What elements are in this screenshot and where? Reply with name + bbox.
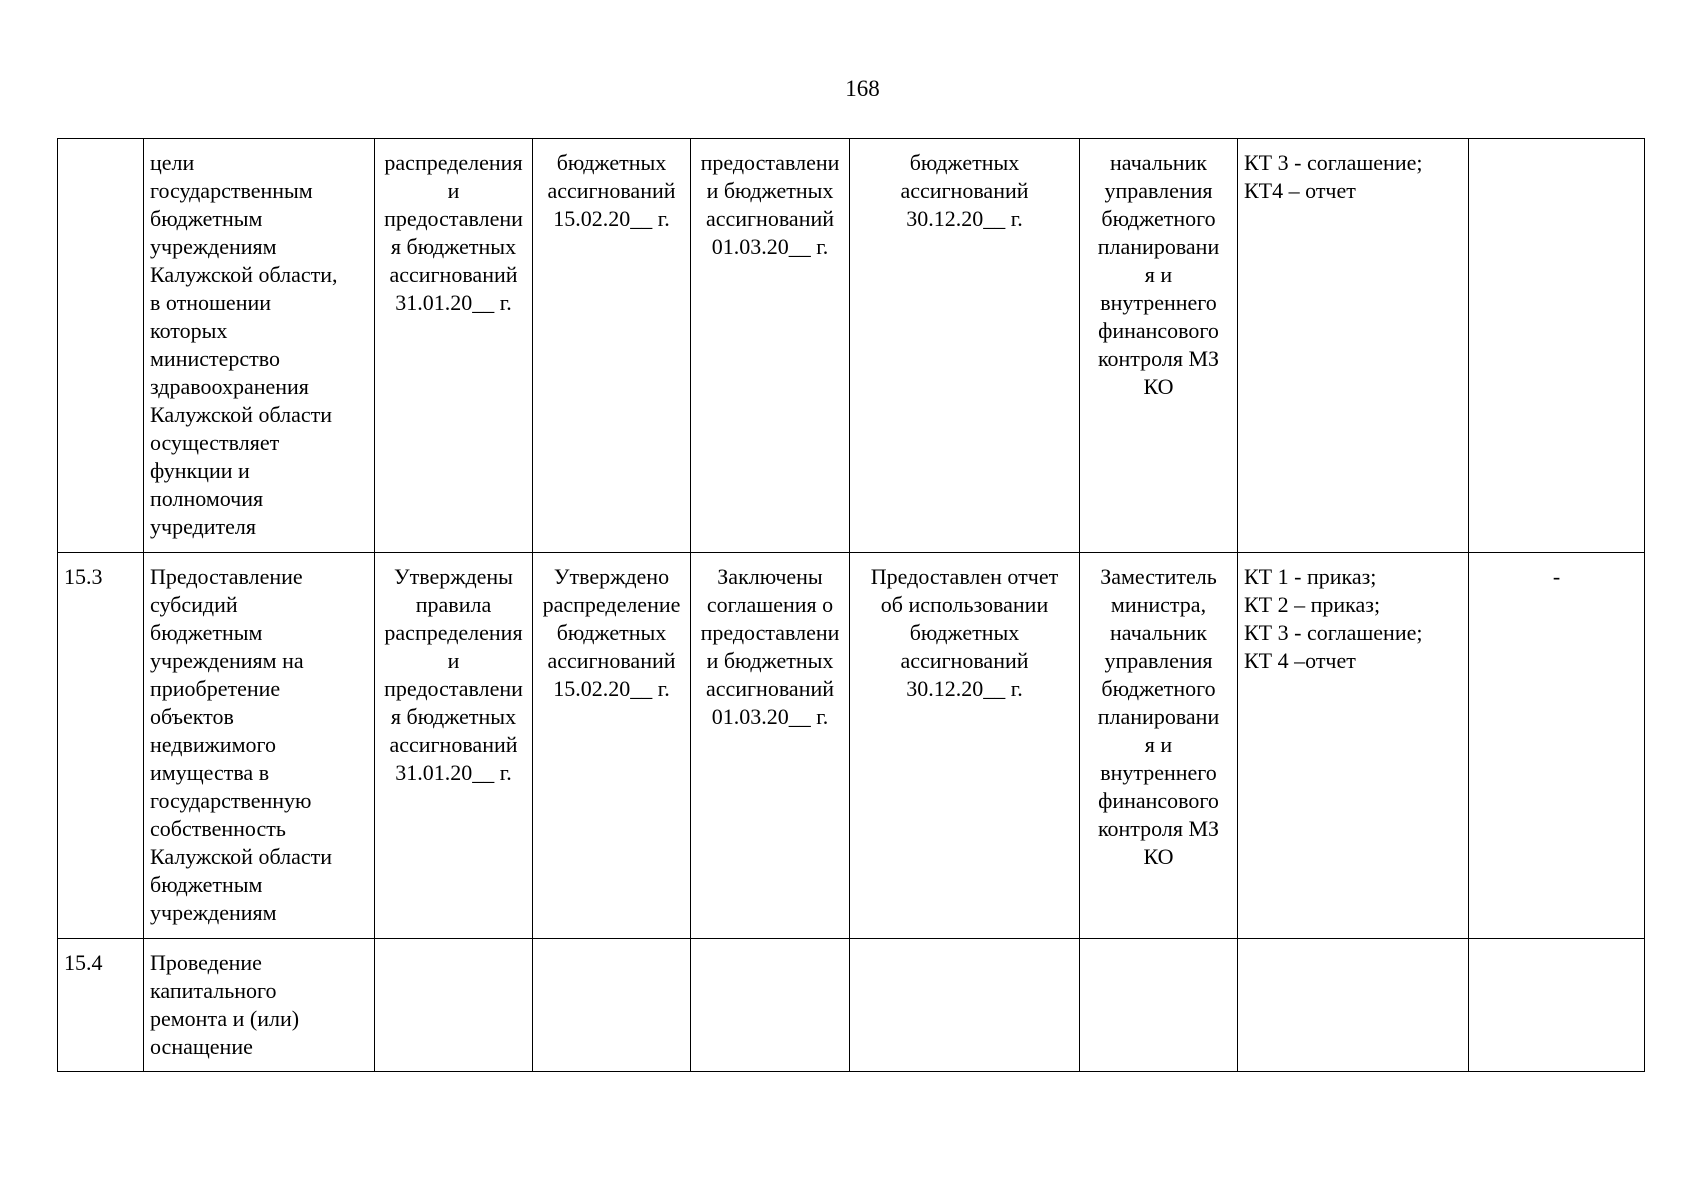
cell-text-line: предоставлени: [700, 150, 840, 175]
cell-text-line: Предоставление: [150, 564, 303, 589]
cell-text-line: ассигнований: [900, 178, 1029, 203]
cell-text-line: здравоохранения: [150, 374, 309, 399]
cell-text-line: предоставлени: [384, 206, 523, 231]
cell-text-line: Проведение: [150, 950, 262, 975]
cell-text-line: соглашения о: [706, 592, 834, 617]
description-cell: [144, 139, 375, 553]
cell-text-line: учреждениям: [150, 234, 277, 259]
notes-cell: [1469, 939, 1645, 1072]
stage-2-cell: [533, 139, 691, 553]
cell-text-line: ассигнований: [705, 676, 835, 701]
cell-text-line: контроля МЗ: [1097, 346, 1220, 371]
cell-text-line: КО: [1143, 844, 1174, 869]
cell-text-line: распределения: [384, 620, 523, 645]
cell-text-line: учреждениям на: [150, 648, 304, 673]
cell-text-line: финансового: [1098, 318, 1219, 343]
stage-3-cell: [691, 139, 850, 553]
cell-text-line: осуществляет: [150, 430, 280, 455]
notes-cell: [1469, 139, 1645, 553]
cell-text-line: бюджетным: [150, 872, 263, 897]
cell-text-line: в отношении: [150, 290, 272, 315]
cell-text-line: объектов: [150, 704, 234, 729]
cell-text-line: и: [447, 178, 460, 203]
stage-1-cell: [375, 939, 533, 1072]
stage-3-cell: [691, 939, 850, 1072]
cell-text-line: бюджетных: [556, 620, 667, 645]
cell-text-line: бюджетных: [909, 150, 1020, 175]
description-cell: [144, 553, 375, 939]
row-number-cell: 15.4: [58, 939, 144, 1072]
cell-text-line: КТ4 – отчет: [1244, 178, 1356, 203]
cell-text-line: бюджетного: [1101, 676, 1216, 701]
cell-text-line: 30.12.20__ г.: [906, 206, 1023, 231]
cell-text-line: бюджетным: [150, 620, 263, 645]
cell-text-line: я бюджетных: [390, 704, 517, 729]
cell-text-line: 01.03.20__ г.: [711, 704, 829, 729]
cell-text-line: субсидий: [150, 592, 238, 617]
cell-text-line: ассигнований: [900, 648, 1029, 673]
table-row: [58, 553, 1645, 939]
cell-text-line: КО: [1143, 374, 1174, 399]
stage-4-cell: [850, 139, 1080, 553]
cell-text-line: я и: [1144, 262, 1173, 287]
cell-text-line: Калужской области,: [150, 262, 338, 287]
cell-text-line: распределения: [384, 150, 523, 175]
cell-text-line: внутреннего: [1100, 290, 1217, 315]
cell-text-line: предоставлени: [700, 620, 840, 645]
cell-text-line: капитального: [150, 978, 277, 1003]
responsible-cell: [1080, 939, 1238, 1072]
cell-text-line: ассигнований: [389, 732, 518, 757]
cell-text-line: контроля МЗ: [1097, 816, 1220, 841]
cell-text-line: ассигнований: [547, 178, 676, 203]
notes-cell: -: [1469, 553, 1645, 939]
stage-2-cell: [533, 939, 691, 1072]
page-number: 168: [845, 76, 880, 101]
cell-text-line: цели: [150, 150, 195, 175]
cell-text-line: имущества в: [150, 760, 270, 785]
stage-2-cell: [533, 553, 691, 939]
cell-text-line: начальник: [1110, 620, 1207, 645]
row-number-cell: 15.3: [58, 553, 144, 939]
cell-text-line: полномочия: [150, 486, 264, 511]
cell-text-line: я и: [1144, 732, 1173, 757]
cell-text-line: об использовании: [880, 592, 1049, 617]
cell-text-line: приобретение: [150, 676, 281, 701]
cell-text-line: распределение: [542, 592, 681, 617]
cell-text-line: бюджетным: [150, 206, 263, 231]
cell-text-line: я бюджетных: [390, 234, 517, 259]
cell-text-line: собственность: [150, 816, 286, 841]
cell-text-line: Калужской области: [150, 402, 332, 427]
cell-text-line: ассигнований: [705, 206, 835, 231]
cell-text-line: государственную: [150, 788, 312, 813]
cell-text-line: КТ 3 - соглашение;: [1244, 620, 1423, 645]
table-row: [58, 139, 1645, 553]
cell-text-line: 31.01.20__ г.: [395, 290, 512, 315]
cell-text-line: бюджетного: [1101, 206, 1216, 231]
cell-text-line: государственным: [150, 178, 313, 203]
cell-text-line: оснащение: [150, 1034, 253, 1059]
cell-text-line: Заключены: [717, 564, 823, 589]
stage-3-cell: [691, 553, 850, 939]
cell-text-line: бюджетных: [556, 150, 667, 175]
cell-text-line: управления: [1104, 178, 1213, 203]
responsible-cell: [1080, 139, 1238, 553]
cell-text-line: министерство: [150, 346, 281, 371]
stage-1-cell: [375, 139, 533, 553]
cell-text-line: 31.01.20__ г.: [395, 760, 512, 785]
cell-text-line: КТ 3 - соглашение;: [1244, 150, 1423, 175]
cell-text-line: 15.02.20__ г.: [553, 676, 670, 701]
cell-text-line: учреждениям: [150, 900, 277, 925]
cell-text-line: учредителя: [150, 514, 256, 539]
cell-text-line: управления: [1104, 648, 1213, 673]
table-row: [58, 939, 1645, 1072]
cell-text-line: которых: [150, 318, 228, 343]
cell-text-line: министра,: [1110, 592, 1207, 617]
responsible-cell: [1080, 553, 1238, 939]
cell-text-line: Заместитель: [1100, 564, 1217, 589]
cell-text-line: Утверждено: [553, 564, 670, 589]
cell-text-line: и бюджетных: [706, 178, 834, 203]
cell-text-line: КТ 4 –отчет: [1244, 648, 1356, 673]
cell-text-line: 15.02.20__ г.: [553, 206, 670, 231]
control-type-cell: [1238, 939, 1469, 1072]
cell-text-line: КТ 1 - приказ;: [1244, 564, 1377, 589]
cell-text-line: планировани: [1097, 704, 1220, 729]
stage-4-cell: [850, 939, 1080, 1072]
cell-text-line: бюджетных: [909, 620, 1020, 645]
stage-4-cell: [850, 553, 1080, 939]
description-cell: [144, 939, 375, 1072]
cell-text-line: Калужской области: [150, 844, 332, 869]
cell-text-line: планировани: [1097, 234, 1220, 259]
cell-text-line: 01.03.20__ г.: [711, 234, 829, 259]
cell-text-line: функции и: [150, 458, 250, 483]
row-number-cell: [58, 139, 144, 553]
control-type-cell: [1238, 139, 1469, 553]
cell-text-line: 30.12.20__ г.: [906, 676, 1023, 701]
control-type-cell: [1238, 553, 1469, 939]
cell-text-line: и бюджетных: [706, 648, 834, 673]
cell-text-line: КТ 2 – приказ;: [1244, 592, 1381, 617]
cell-text-line: начальник: [1110, 150, 1207, 175]
cell-text-line: недвижимого: [150, 732, 276, 757]
cell-text-line: правила: [415, 592, 492, 617]
cell-text-line: внутреннего: [1100, 760, 1217, 785]
cell-text-line: Утверждены: [394, 564, 513, 589]
cell-text-line: ремонта и (или): [150, 1006, 300, 1031]
cell-text-line: ассигнований: [547, 648, 676, 673]
stage-1-cell: [375, 553, 533, 939]
cell-text-line: предоставлени: [384, 676, 523, 701]
cell-text-line: Предоставлен отчет: [870, 564, 1059, 589]
plan-table: [57, 138, 1645, 1072]
cell-text-line: и: [447, 648, 460, 673]
cell-text-line: финансового: [1098, 788, 1219, 813]
cell-text-line: ассигнований: [389, 262, 518, 287]
